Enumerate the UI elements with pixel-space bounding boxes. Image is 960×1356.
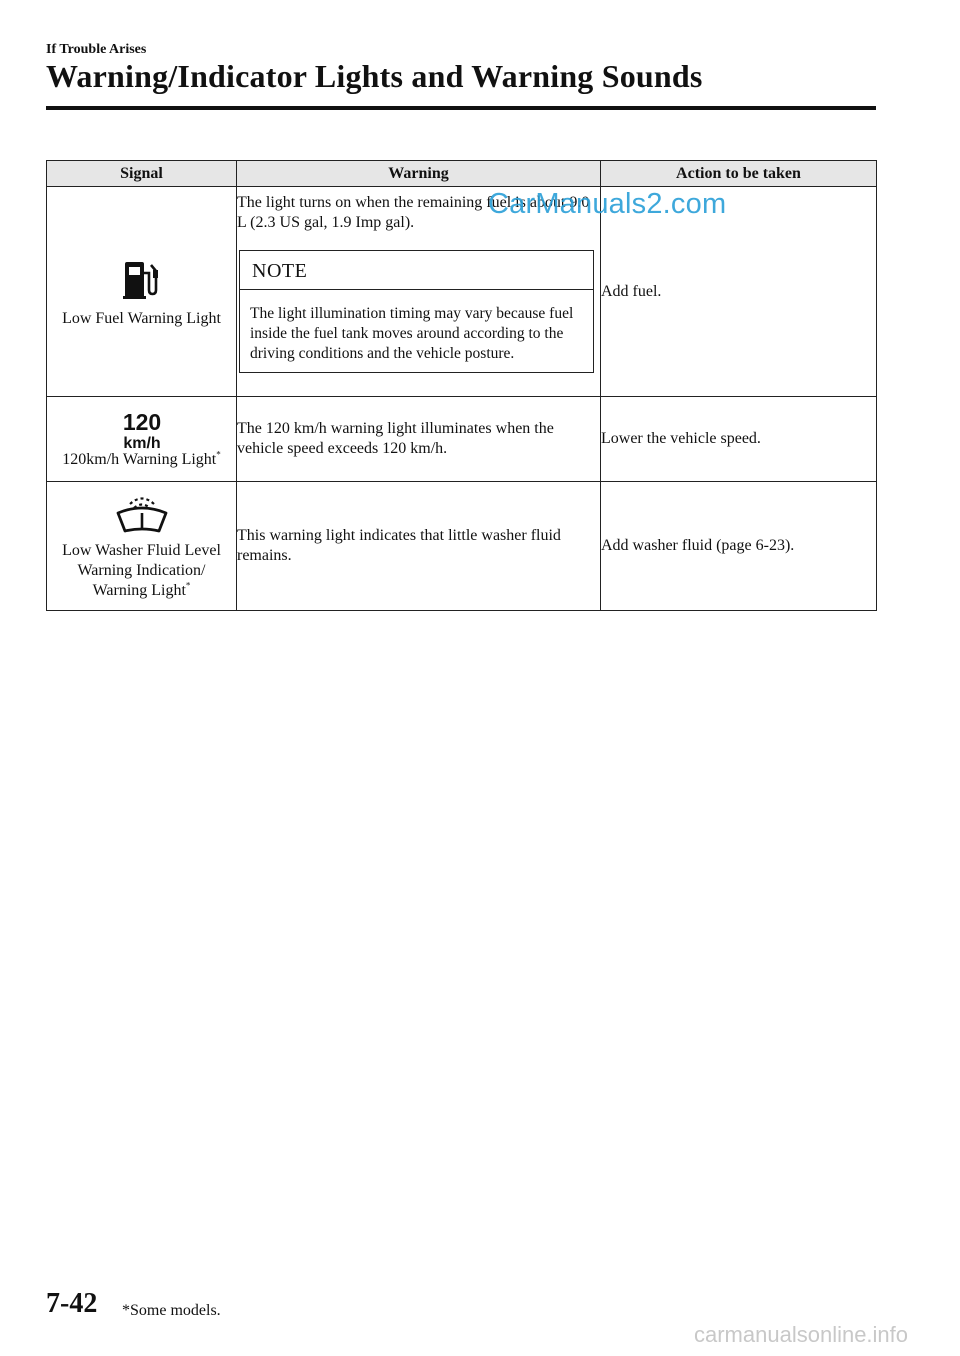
column-header-signal: Signal — [47, 161, 237, 187]
icon-speed-number: 120 — [122, 410, 161, 435]
site-watermark: carmanualsonline.info — [694, 1322, 909, 1347]
action-cell: Add washer fluid (page 6-23). — [601, 482, 877, 611]
table-header-row — [47, 161, 877, 187]
warning-cell: This warning light indicates that little washer fluid remains. — [237, 482, 601, 611]
title-rule — [46, 106, 876, 110]
section-label: If Trouble Arises — [46, 42, 147, 57]
note-box — [239, 250, 594, 373]
table-row — [47, 187, 877, 397]
warning-cell: The 120 km/h warning light illuminates when the vehicle speed exceeds 120 km/h. — [237, 397, 601, 482]
note-text: The light illumination timing may vary because fuel inside the fuel tank moves around according to the driving conditions and the vehicle posture. — [250, 305, 574, 362]
signal-cell — [47, 397, 237, 482]
signal-label: 120km/h Warning Light* — [62, 449, 221, 468]
warning-text: The light turns on when the remaining fuel is about 9.0 L (2.3 US gal, 1.9 Imp gal). — [237, 194, 590, 231]
watermark: CarManuals2.com — [488, 188, 727, 220]
warning-lights-table — [46, 160, 877, 611]
page-number: 7-42 — [46, 1288, 98, 1319]
signal-label: Low Washer Fluid Level Warning Indication/ Warning Light* — [62, 542, 221, 599]
fuel-pump-icon — [122, 259, 162, 301]
icon-speed-unit: km/h — [122, 435, 161, 450]
washer-fluid-icon — [114, 491, 170, 535]
signal-cell — [47, 482, 237, 611]
column-header-warning: Warning — [237, 161, 601, 187]
note-title: NOTE — [240, 251, 593, 290]
table-row — [47, 397, 877, 482]
footnote: *Some models. — [122, 1302, 221, 1319]
page-title: Warning/Indicator Lights and Warning Sounds — [46, 58, 703, 94]
column-header-action: Action to be taken — [601, 161, 877, 187]
signal-label: Low Fuel Warning Light — [62, 309, 221, 327]
signal-cell — [47, 187, 237, 397]
action-cell: Add fuel. — [601, 187, 877, 397]
table-row — [47, 482, 877, 611]
speed-120-kmh-icon — [114, 410, 170, 450]
action-cell: Lower the vehicle speed. — [601, 397, 877, 482]
